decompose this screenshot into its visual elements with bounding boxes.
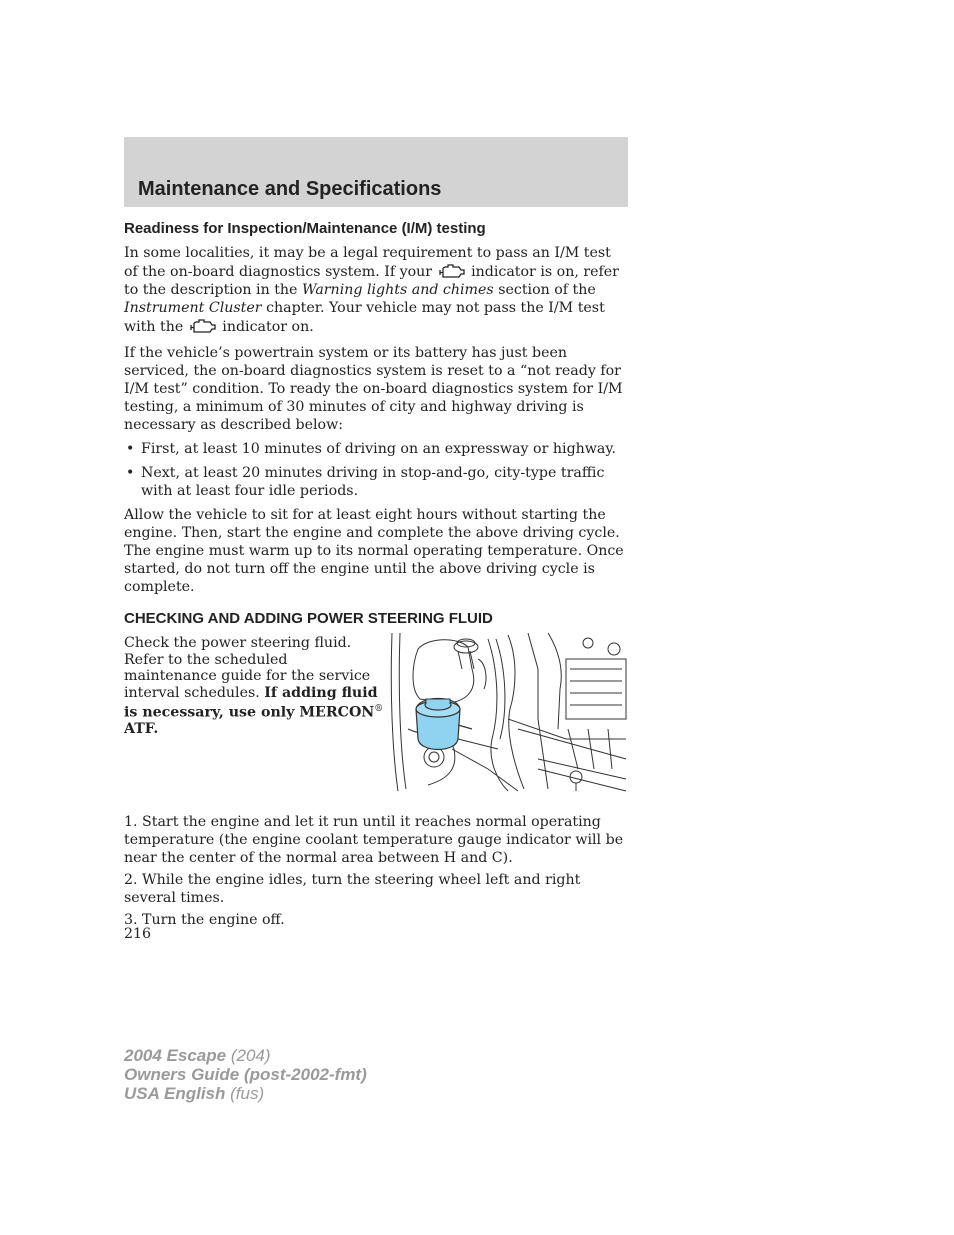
power-steering-paragraph — [124, 635, 384, 738]
power-steering-intro — [124, 635, 628, 799]
footer-line-1 — [124, 1046, 367, 1065]
document-footer — [124, 1046, 367, 1103]
bullet-icon: • — [126, 441, 135, 457]
step-3: 3. Turn the engine off. — [124, 912, 285, 928]
engine-compartment-illustration — [388, 629, 630, 793]
content — [124, 220, 628, 933]
text: First, at least 10 minutes of driving on an expressway or highway. — [141, 441, 617, 457]
im-paragraph-2: If the vehicle’s powertrain system or its battery has just been serviced, the on-board diagnostics system is reset to a “not ready for I/M test” condition. To ready the on-board diagnostics system for I/M testing, a minimum of 30 minutes of city and highway driving is necessary as described below: — [124, 345, 623, 433]
section-title-power-steering: CHECKING AND ADDING POWER STEERING FLUID — [124, 610, 493, 627]
section-title-im-testing: Readiness for Inspection/Maintenance (I/M) testing — [124, 220, 486, 237]
ref-instrument-cluster: Instrument Cluster — [124, 300, 262, 316]
text: indicator is on, refer to the description in the — [124, 264, 619, 298]
list-item — [124, 440, 628, 458]
text-bold: ATF. — [124, 721, 159, 738]
text: indicator on. — [222, 319, 314, 335]
check-engine-icon — [188, 317, 218, 335]
page-title: Maintenance and Specifications — [138, 178, 442, 200]
text: (204) — [230, 1046, 271, 1065]
text: section of the — [498, 282, 596, 298]
header-band — [124, 137, 628, 207]
registered-mark: ® — [374, 704, 384, 714]
text-bold: If adding fluid is necessary, use only MERCON — [124, 684, 378, 721]
text: Owners Guide (post-2002-fmt) — [124, 1065, 367, 1084]
bullet-list — [124, 440, 628, 500]
step-1: 1. Start the engine and let it run until it reaches normal operating temperature (the engine coolant temperature gauge indicator will be near the center of the normal area between H and C). — [124, 814, 624, 866]
im-paragraph-3: Allow the vehicle to sit for at least eight hours without starting the engine. Then, start the engine and complete the above driving cycle. The engine must warm up to its normal operating temperature. Once started, do not turn off the engine until the above driving cycle is complete. — [124, 507, 624, 595]
text: In some localities, it may be a legal requirement to pass an I/M test of the on-board diagnostics system. If your — [124, 245, 611, 280]
page-number: 216 — [124, 926, 152, 942]
text: Next, at least 20 minutes driving in stop-and-go, city-type traffic with at least four idle periods. — [141, 465, 605, 499]
text: (fus) — [230, 1084, 265, 1103]
check-engine-icon — [437, 262, 467, 280]
step-2: 2. While the engine idles, turn the steering wheel left and right several times. — [124, 872, 581, 906]
list-item — [124, 464, 628, 500]
power-steering-steps — [124, 813, 628, 929]
text: USA English — [124, 1084, 226, 1103]
footer-line-2 — [124, 1065, 367, 1084]
ref-warning-lights: Warning lights and chimes — [301, 282, 494, 298]
bullet-icon: • — [126, 465, 135, 481]
text: Check the power steering fluid. Refer to the scheduled maintenance guide for the service interval schedules. — [124, 635, 371, 701]
footer-line-3 — [124, 1084, 367, 1103]
text: chapter. Your vehicle may not pass the I/M test with the — [124, 300, 605, 335]
text: 2004 Escape — [124, 1046, 227, 1065]
im-paragraph-1 — [124, 244, 628, 336]
